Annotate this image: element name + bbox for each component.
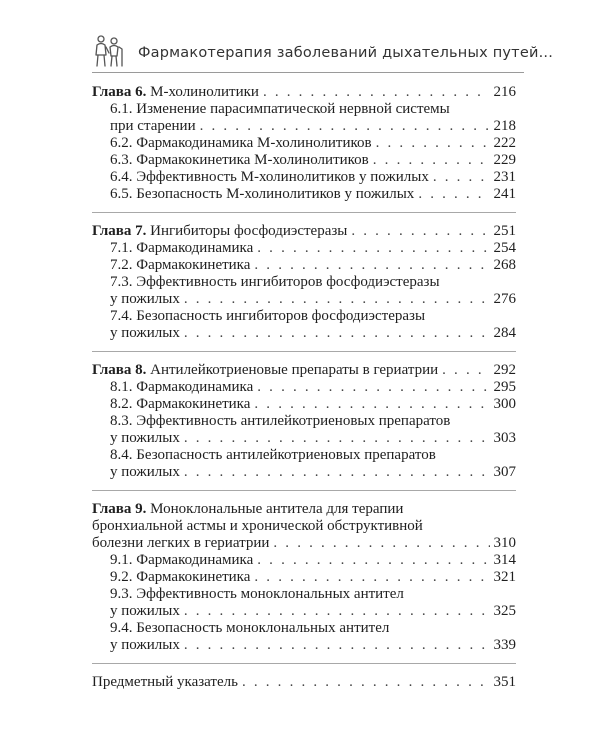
subsection-entry-text: 6.5. Безопасность М-холинолитиков у пожилых <box>110 186 415 202</box>
chapter-label: Глава 9. <box>92 501 147 517</box>
subsection-entry-text: у пожилых <box>110 291 180 307</box>
subsection-entry-text: 7.1. Фармакодинамика <box>110 240 254 256</box>
page-number: 314 <box>493 552 516 568</box>
subsection-entry[interactable] <box>92 430 516 447</box>
subsection-entry[interactable] <box>92 552 516 569</box>
page-number: 325 <box>493 603 516 619</box>
page-number: 300 <box>493 396 516 412</box>
subsection-entry[interactable] <box>92 325 516 342</box>
page-number: 310 <box>493 535 516 551</box>
subsection-entry-text: у пожилых <box>110 464 180 480</box>
subsection-entry-text: 6.1. Изменение парасимпатической нервной системы <box>110 101 450 117</box>
dot-leader <box>257 240 489 257</box>
subsection-entry <box>92 274 516 291</box>
subsection-entry <box>92 308 516 325</box>
subsection-entry-text: 7.3. Эффективность ингибиторов фосфодиэстеразы <box>110 274 440 290</box>
chapter-entry[interactable] <box>92 501 516 518</box>
toc-index <box>92 674 516 700</box>
page-number: 321 <box>493 569 516 585</box>
chapter-title-line <box>92 518 516 535</box>
running-header <box>92 32 554 72</box>
subsection-entry[interactable] <box>92 637 516 654</box>
toc-chapter <box>92 84 516 213</box>
header-rule <box>92 72 524 73</box>
subsection-entry-text: 9.1. Фармакодинамика <box>110 552 254 568</box>
subsection-entry[interactable] <box>92 240 516 257</box>
dot-leader <box>184 325 490 342</box>
chapter-entry[interactable] <box>92 84 516 101</box>
toc-chapter <box>92 362 516 491</box>
chapter-entry[interactable] <box>92 362 516 379</box>
dot-leader <box>442 362 489 379</box>
dot-leader <box>373 152 490 169</box>
subsection-entry-text: при старении <box>110 118 196 134</box>
dot-leader <box>200 118 490 135</box>
toc-chapter <box>92 223 516 352</box>
page-number: 229 <box>493 152 516 168</box>
page-number: 222 <box>493 135 516 151</box>
subsection-entry-text: 8.2. Фармакокинетика <box>110 396 251 412</box>
subsection-entry-text: 6.4. Эффективность М-холинолитиков у пожилых <box>110 169 429 185</box>
subsection-entry-text: у пожилых <box>110 637 180 653</box>
chapter-label: Глава 6. <box>92 84 147 100</box>
subsection-entry-text: у пожилых <box>110 325 180 341</box>
page-number: 339 <box>493 637 516 653</box>
subsection-entry-text: у пожилых <box>110 430 180 446</box>
chapter-title-line-text: болезни легких в гериатрии <box>92 535 270 551</box>
dot-leader <box>418 186 489 203</box>
chapter-label: Глава 8. <box>92 362 147 378</box>
chapter-title: М-холинолитики <box>150 84 259 100</box>
subsection-entry[interactable] <box>92 118 516 135</box>
chapter-entry-text <box>92 362 438 379</box>
dot-leader <box>184 603 490 620</box>
subsection-entry-text: 8.1. Фармакодинамика <box>110 379 254 395</box>
chapter-entry[interactable] <box>92 223 516 240</box>
subsection-entry[interactable] <box>92 464 516 481</box>
dot-leader <box>263 84 490 101</box>
chapter-title: Моноклональные антитела для терапии <box>150 501 404 517</box>
subsection-entry-text: 9.3. Эффективность моноклональных антител <box>110 586 404 602</box>
subsection-entry <box>92 447 516 464</box>
subsection-entry <box>92 101 516 118</box>
dot-leader <box>351 223 489 240</box>
subsection-entry <box>92 413 516 430</box>
dot-leader <box>257 552 489 569</box>
chapter-entry-text <box>92 501 403 518</box>
dot-leader <box>257 379 489 396</box>
subsection-entry-text: 7.2. Фармакокинетика <box>110 257 251 273</box>
subsection-entry[interactable] <box>92 186 516 203</box>
page-number: 284 <box>493 325 516 341</box>
subsection-entry[interactable] <box>92 169 516 186</box>
page-number: 254 <box>493 240 516 256</box>
page-number: 241 <box>493 186 516 202</box>
page-number: 216 <box>493 84 516 100</box>
dot-leader <box>254 569 489 586</box>
subsection-entry[interactable] <box>92 379 516 396</box>
page-number: 218 <box>493 118 516 134</box>
dot-leader <box>184 291 490 308</box>
table-of-contents <box>92 84 516 710</box>
subsection-entry-text: 9.2. Фармакокинетика <box>110 569 251 585</box>
subsection-entry-text: 9.4. Безопасность моноклональных антител <box>110 620 390 636</box>
page-number: 276 <box>493 291 516 307</box>
chapter-entry-text <box>92 223 347 240</box>
dot-leader <box>184 464 490 481</box>
page-number: 251 <box>493 223 516 239</box>
subsection-entry[interactable] <box>92 603 516 620</box>
dot-leader <box>242 674 490 691</box>
page-number: 231 <box>493 169 516 185</box>
page-number: 268 <box>493 257 516 273</box>
subsection-entry[interactable] <box>92 396 516 413</box>
chapter-title: Ингибиторы фосфодиэстеразы <box>150 223 348 239</box>
elderly-couple-logo-icon <box>92 34 124 68</box>
subsection-entry[interactable] <box>92 569 516 586</box>
chapter-title-line[interactable] <box>92 535 516 552</box>
chapter-title-line-text: бронхиальной астмы и хронической обструктивной <box>92 518 423 534</box>
subsection-entry-text: 8.3. Эффективность антилейкотриеновых препаратов <box>110 413 451 429</box>
dot-leader <box>433 169 490 186</box>
dot-leader <box>273 535 489 552</box>
subsection-entry <box>92 620 516 637</box>
subsection-entry-text: 7.4. Безопасность ингибиторов фосфодиэстеразы <box>110 308 426 324</box>
index-entry-text: Предметный указатель <box>92 674 238 690</box>
dot-leader <box>254 257 489 274</box>
chapter-title: Антилейкотриеновые препараты в гериатрии <box>150 362 439 378</box>
subsection-entry-text: 6.2. Фармакодинамика М-холинолитиков <box>110 135 372 151</box>
subsection-entry[interactable] <box>92 257 516 274</box>
index-entry[interactable] <box>92 674 516 691</box>
page-number: 295 <box>493 379 516 395</box>
page-number: 292 <box>493 362 516 378</box>
chapter-label: Глава 7. <box>92 223 147 239</box>
dot-leader <box>184 430 490 447</box>
dot-leader <box>376 135 490 152</box>
dot-leader <box>254 396 489 413</box>
chapter-entry-text <box>92 84 259 101</box>
subsection-entry-text: 6.3. Фармакокинетика М-холинолитиков <box>110 152 369 168</box>
subsection-entry <box>92 586 516 603</box>
subsection-entry[interactable] <box>92 152 516 169</box>
subsection-entry[interactable] <box>92 135 516 152</box>
page-number: 351 <box>493 674 516 690</box>
header-title: Фармакотерапия заболеваний дыхательных путей... <box>138 45 554 61</box>
dot-leader <box>184 637 490 654</box>
page-number: 307 <box>493 464 516 480</box>
page-number: 303 <box>493 430 516 446</box>
subsection-entry-text: у пожилых <box>110 603 180 619</box>
subsection-entry-text: 8.4. Безопасность антилейкотриеновых препаратов <box>110 447 436 463</box>
subsection-entry[interactable] <box>92 291 516 308</box>
toc-chapter <box>92 501 516 664</box>
